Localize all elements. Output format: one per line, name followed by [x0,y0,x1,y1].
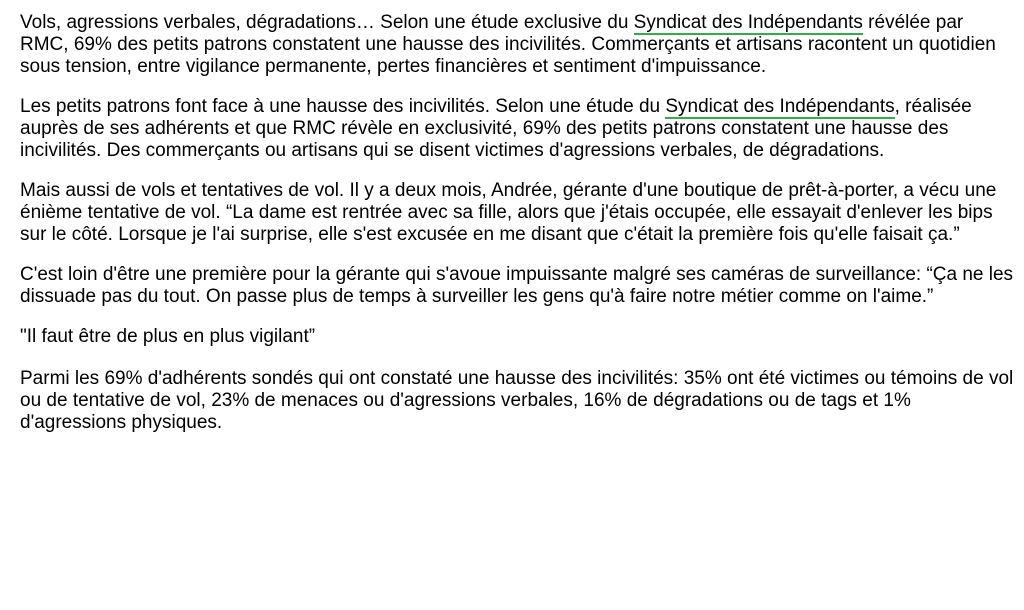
paragraph-intro-text-before: Vols, agressions verbales, dégradations… Selon une étude exclusive du [20,12,634,33]
paragraph-intro [20,12,1016,78]
paragraph-testimony: Mais aussi de vols et tentatives de vol. Il y a deux mois, Andrée, gérante d'une boutique de prêt-à-porter, a vécu une énième tentative de vol. “La dame est rentrée avec sa fille, alors que j'étais occupée, elle essayait d'enlever les bips sur le côté. Lorsque je l'ai surprise, elle s'est excusée en me disant que c'était la première fois qu'elle faisait ça.” [20,180,997,245]
paragraph-surveillance: C'est loin d'être une première pour la gérante qui s'avoue impuissante malgré ses caméras de surveillance: “Ça ne les dissuade pas du tout. On passe plus de temps à surveiller les gens qu'à faire notre métier comme on l'aime.” [20,264,1014,307]
subheading-quote: "Il faut être de plus en plus vigilant” [20,326,316,347]
syndicat-link[interactable]: Syndicat des Indépendants [633,12,863,33]
syndicat-link-2[interactable]: Syndicat des Indépendants [665,96,895,117]
article-body [20,12,1016,452]
paragraph-study [20,96,1016,162]
paragraph-intro-text-after: révélée par RMC, 69% des petits patrons constatent une hausse des incivilités. Commerçants et artisans racontent un quotidien sous tension, entre vigilance permanente, pertes financières et sentiment d'impuissance. [20,12,996,77]
paragraph-study-text-before: Les petits patrons font face à une hausse des incivilités. Selon une étude du [20,96,666,117]
paragraph-statistics: Parmi les 69% d'adhérents sondés qui ont constaté une hausse des incivilités: 35% ont été victimes ou témoins de vol ou de tentative de vol, 23% de menaces ou d'agressions verbales, 16% de dégradations ou de tags et 1% d'agressions physiques. [20,368,1014,433]
paragraph-study-text-after: , réalisée auprès de ses adhérents et que RMC révèle en exclusivité, 69% des petits patrons constatent une hausse des incivilités. Des commerçants ou artisans qui se disent victimes d'agressions verbales, de dégradations. [20,96,972,161]
